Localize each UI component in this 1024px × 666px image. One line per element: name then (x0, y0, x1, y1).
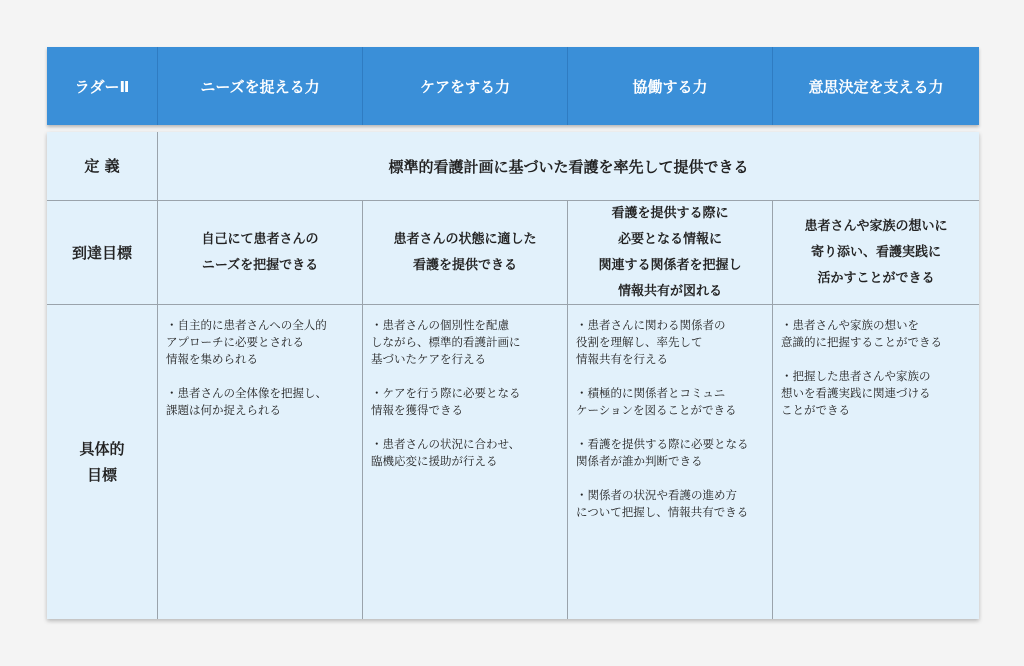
list-item: ・自主的に患者さんへの全人的 アプローチに必要とされる 情報を集められる (166, 318, 327, 366)
list-item: ・患者さんや家族の想いを 意識的に把握することができる (781, 318, 942, 349)
list-item: ・患者さんの全体像を把握し、 課題は何か捉えられる (166, 386, 327, 417)
goal-collaboration: 看護を提供する際に 必要となる情報に 関連する関係者を把握し 情報共有が図れる (568, 201, 773, 305)
goal-care: 患者さんの状態に適した 看護を提供できる (363, 201, 568, 305)
goal-needs: 自己にて患者さんの ニーズを把握できる (158, 201, 363, 305)
header-ladder: ラダーⅡ (47, 47, 158, 125)
goal-decision: 患者さんや家族の想いに 寄り添い、看護実践に 活かすことができる (773, 201, 979, 305)
list-item: ・患者さんの状況に合わせ、 臨機応変に援助が行える (371, 437, 521, 468)
header-collaboration: 協働する力 (568, 47, 773, 125)
specific-label-line2: 目標 (86, 466, 117, 484)
list-item: ・患者さんに関わる関係者の 役割を理解し、率先して 情報共有を行える (576, 318, 726, 366)
specific-collaboration (568, 305, 773, 619)
list-item: ・患者さんの個別性を配慮 しながら、標準的看護計画に 基づいたケアを行える (371, 318, 521, 366)
specific-needs (158, 305, 363, 619)
list-item: ・ケアを行う際に必要となる 情報を獲得できる (371, 386, 521, 417)
specific-care (363, 305, 568, 619)
header-decision: 意思決定を支える力 (808, 77, 944, 96)
specific-label (47, 305, 158, 619)
table-body (47, 132, 979, 619)
table-header (47, 47, 979, 125)
definition-label: 定 義 (47, 132, 158, 201)
definition-text: 標準的看護計画に基づいた看護を率先して提供できる (158, 132, 979, 201)
list-item: ・積極的に関係者とコミュニ ケーションを図ることができる (576, 386, 737, 417)
goal-label: 到達目標 (47, 201, 158, 305)
header-needs: ニーズを捉える力 (158, 47, 363, 125)
header-care: ケアをする力 (363, 47, 568, 125)
list-item: ・看護を提供する際に必要となる 関係者が誰か判断できる (576, 437, 749, 468)
specific-decision (773, 305, 979, 619)
list-item: ・把握した患者さんや家族の 想いを看護実践に関連づける ことができる (781, 369, 931, 417)
specific-label-line1: 具体的 (79, 440, 125, 458)
list-item: ・関係者の状況や看護の進め方 について把握し、情報共有できる (576, 488, 749, 519)
